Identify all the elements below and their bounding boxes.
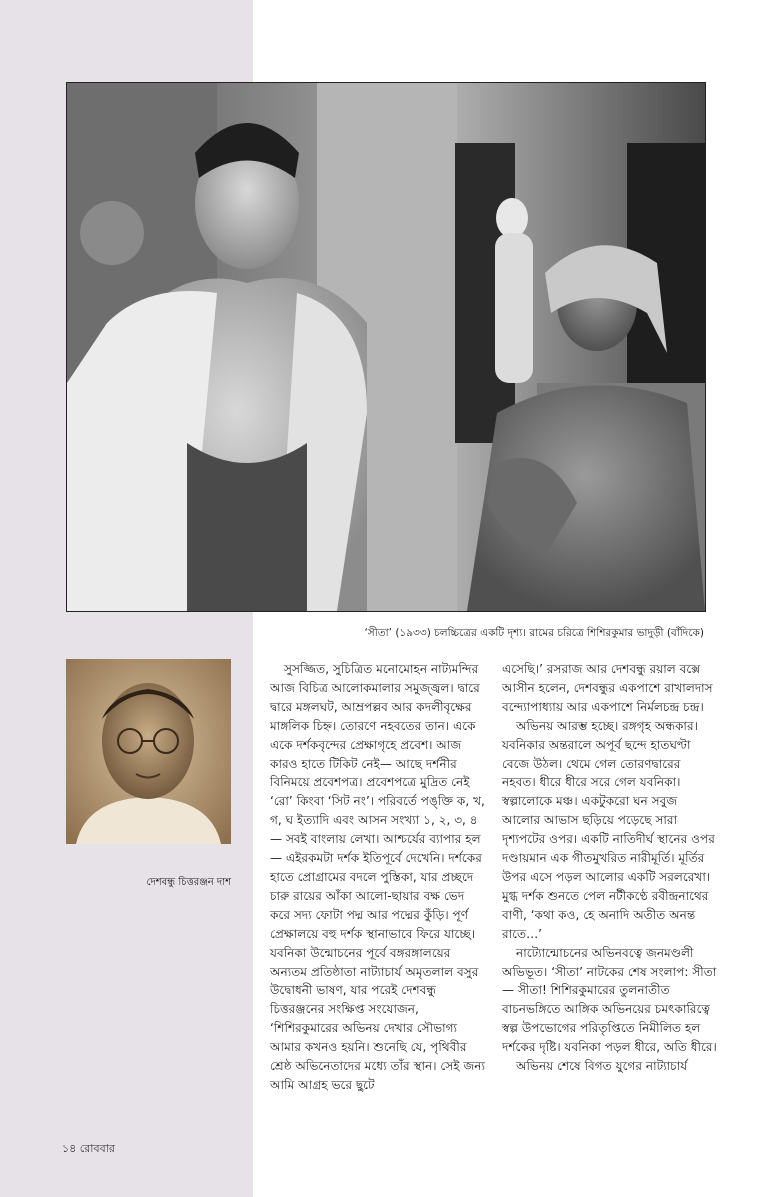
portrait-photo [66,659,231,844]
article-paragraph: সুসজ্জিত, সুচিত্রিত মনোমোহন নাট্যমন্দির আজ বিচিত্র আলোকমালার সমুজ্জ্বল। দ্বারে দ্বারে মঙ্গলঘট, আম্রপল্লব আর কদলীবৃক্ষের মাঙ্গলিক চিহ্ন। তোরণে নহবতের তান। একে একে দর্শকবৃন্দের প্রেক্ষাগৃহে প্রবেশ। আজ কারও হাতে টিকিট নেই— আছে দর্শনীর বিনিময়ে প্রবেশপত্র। প্রবেশপত্রে মুদ্রিত নেই ‘রো’ কিংবা ‘সিট নং’। পরিবর্তে পঙ্‌ক্তি ক, খ, গ, ঘ ইত্যাদি এবং আসন সংখ্যা ১, ২, ৩, ৪— সবই বাংলায় লেখা। আশ্চর্যের ব্যাপার হল— এইরকমটা দর্শক ইতিপূর্বে দেখেনি। দর্শকের হাতে প্রোগ্রামের বদলে পুস্তিকা, যার প্রচ্ছদে চারু রায়ের আঁকা আলো-ছায়ার বক্ষ ভেদ করে সদ্য ফোটা পদ্ম আর পদ্মের কুঁড়ি। পূর্ণ প্রেক্ষালয়ে বহু দর্শক স্থানাভাবে ফিরে যাচ্ছে। যবনিকা উন্মোচনের পূর্বে বঙ্গরঙ্গালয়ের অন্যতম প্রতিষ্ঠাতা নাট্যাচার্য অমৃতলাল বসুর উদ্বোধনী ভাষণ, যার পরেই দেশবন্ধু চিত্তরঞ্জনের সংক্ষিপ্ত সংযোজন, ‘শিশিরকুমারের অভিনয় দেখার সৌভাগ্য আমার কখনও হয়নি। শুনেছি যে, পৃথিবীর শ্রেষ্ঠ অভিনেতাদের মধ্যে তাঁর স্থান। সেই জন্য আমি আগ্রহ ভরে ছুটে [270,662,485,1092]
article-paragraph: নাট্যোন্মোচনের অভিনবত্বে জনমণ্ডলী অভিভূত। ‘সীতা’ নাটকের শেষ সংলাপ: সীতা— সীতা! শিশিরকুমারের তুলনাতীত বাচনভঙ্গিতে আঙ্গিক অভিনয়ের চমৎকারিত্বে স্বল্প উপভোগের পরিতৃপ্তিতে নিমীলিত হল দর্শকের দৃষ্টি। যবনিকা পড়ল ধীরে, অতি ধীরে। [502,945,717,1055]
article-column-1 [270,660,485,1095]
film-still-caption: ‘সীতা’ (১৯৩৩) চলচ্চিত্রের একটি দৃশ্য। রামের চরিত্রে শিশিরকুমার ভাদুড়ী (বাঁদিকে) [364,627,704,639]
film-still-photo [66,82,706,612]
article-paragraph-continued: এসেছি।’ রসরাজ আর দেশবন্ধু রয়াল বক্সে আসীন হলেন, দেশবন্ধুর একপাশে রাখালদাস বন্দ্যোপাধ্যায় আর একপাশে নির্মলচন্দ্র চন্দ্র। [502,662,713,714]
article-paragraph: অভিনয় শেষে বিগত যুগের নাট্যাচার্য [516,1059,688,1074]
article-paragraph: অভিনয় আরম্ভ হচ্ছে। রঙ্গগৃহ অন্ধকার। যবনিকার অন্তরালে অপূর্ব ছন্দে হাতঘণ্টা বেজে উঠল। থেমে গেল তোরণদ্বারের নহবত। ধীরে ধীরে সরে গেল যবনিকা। স্বল্পালোকে মঞ্চ। একটুকরো ঘন সবুজ আলোর আভাস ছড়িয়ে পড়েছে সারা দৃশ্যপটের ওপর। একটি নাতিদীর্ঘ স্থানের ওপর দণ্ডায়মান এক গীতমুখরিত নারীমূর্তি। মূর্তির উপর এসে পড়ল আলোর একটি সরলরেখা। মুগ্ধ দর্শক শুনতে পেল নটীকণ্ঠে রবীন্দ্রনাথের বাণী, ‘কথা কও, হে অনাদি অতীত অনন্ত রাতে…’ [502,718,715,941]
portrait-caption: দেশবন্ধু চিত্তরঞ্জন দাশ [146,877,231,888]
page-folio: ১৪ রোববার [62,1142,115,1155]
article-column-2 [502,660,717,1076]
